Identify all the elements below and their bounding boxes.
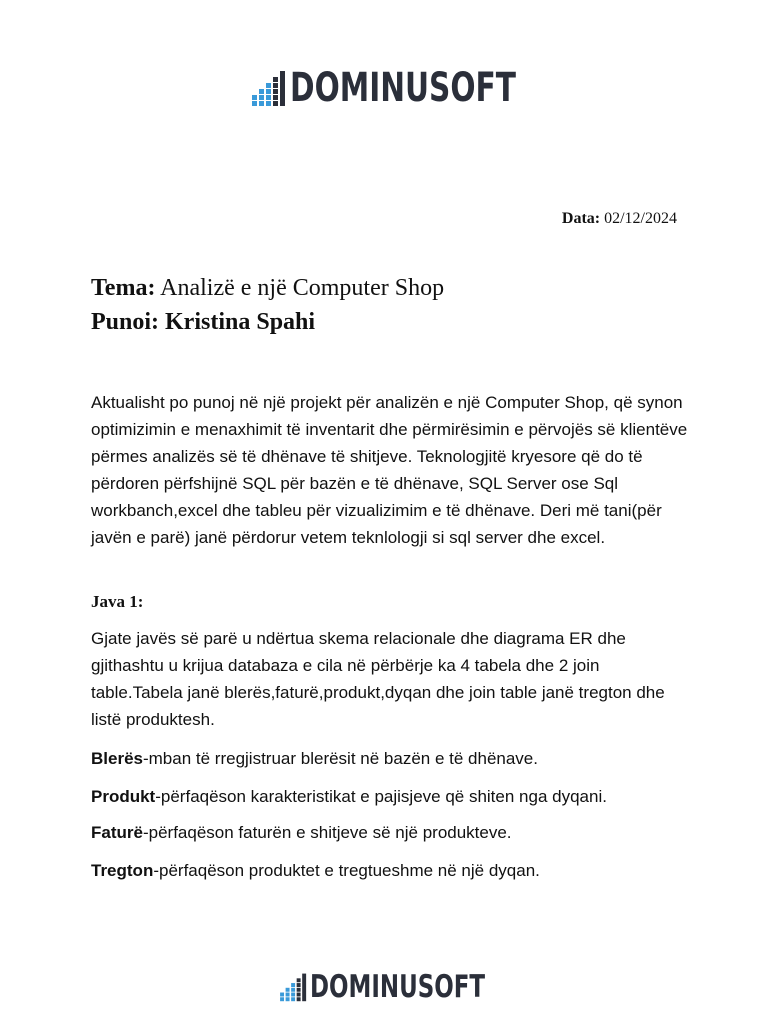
logo-bars-icon xyxy=(252,69,286,107)
definition-text: -përfaqëson produktet e tregtueshme në një dyqan. xyxy=(153,861,540,880)
definition-item xyxy=(91,857,540,884)
author-label: Punoi: xyxy=(91,309,160,335)
definition-item xyxy=(91,819,512,846)
definition-term: Faturë xyxy=(91,823,143,842)
week-heading: Java 1: xyxy=(91,592,144,611)
definition-term: Blerës xyxy=(91,749,143,768)
definition-item xyxy=(91,745,538,772)
date-value: 02/12/2024 xyxy=(604,210,677,227)
header-logo xyxy=(252,66,595,110)
topic-value: Analizë e një Computer Shop xyxy=(160,275,445,301)
author-value: Kristina Spahi xyxy=(165,309,316,335)
definition-term: Tregton xyxy=(91,861,154,880)
logo-wordmark: DOMINUSOFT xyxy=(290,65,516,111)
document-topic xyxy=(91,273,444,303)
definition-item xyxy=(91,783,607,810)
topic-label: Tema: xyxy=(91,275,156,301)
document-author xyxy=(91,307,315,337)
footer-logo xyxy=(280,970,547,1004)
week-paragraph: Gjate javës së parë u ndërtua skema relacionale dhe diagrama ER dhe gjithashtu u krijua databaza e cila në përbërje ka 4 tabela dhe 2 join table.Tabela janë blerës,faturë,produkt,dyqan dhe join table janë tregton dhe listë produktesh. xyxy=(91,629,665,729)
definition-text: -mban të rregjistruar blerësit në bazën e të dhënave. xyxy=(142,749,538,768)
document-date xyxy=(562,210,677,228)
logo-bars-icon xyxy=(280,972,307,1002)
definition-term: Produkt xyxy=(91,787,156,806)
definition-text: -përfaqëson karakteristikat e pajisjeve që shiten nga dyqani. xyxy=(155,787,607,806)
intro-paragraph: Aktualisht po punoj në një projekt për analizën e një Computer Shop, që synon optimizimin e menaxhimit të inventarit dhe përmirësimin e përvojës së klientëve përmes analizës së të dhënave të shitjeve. Teknologjitë kryesore që do të përdoren përfshijnë SQL për bazën e të dhënave, SQL Server ose Sql workbanch,excel dhe tableu për vizualizimim e të dhënave. Deri më tani(për javën e parë) janë përdorur vetem teknlologji si sql server dhe excel. xyxy=(91,393,688,547)
date-label: Data: xyxy=(561,210,601,227)
definition-text: -përfaqëson faturën e shitjeve së një produkteve. xyxy=(142,823,512,842)
logo-wordmark: DOMINUSOFT xyxy=(310,969,486,1005)
